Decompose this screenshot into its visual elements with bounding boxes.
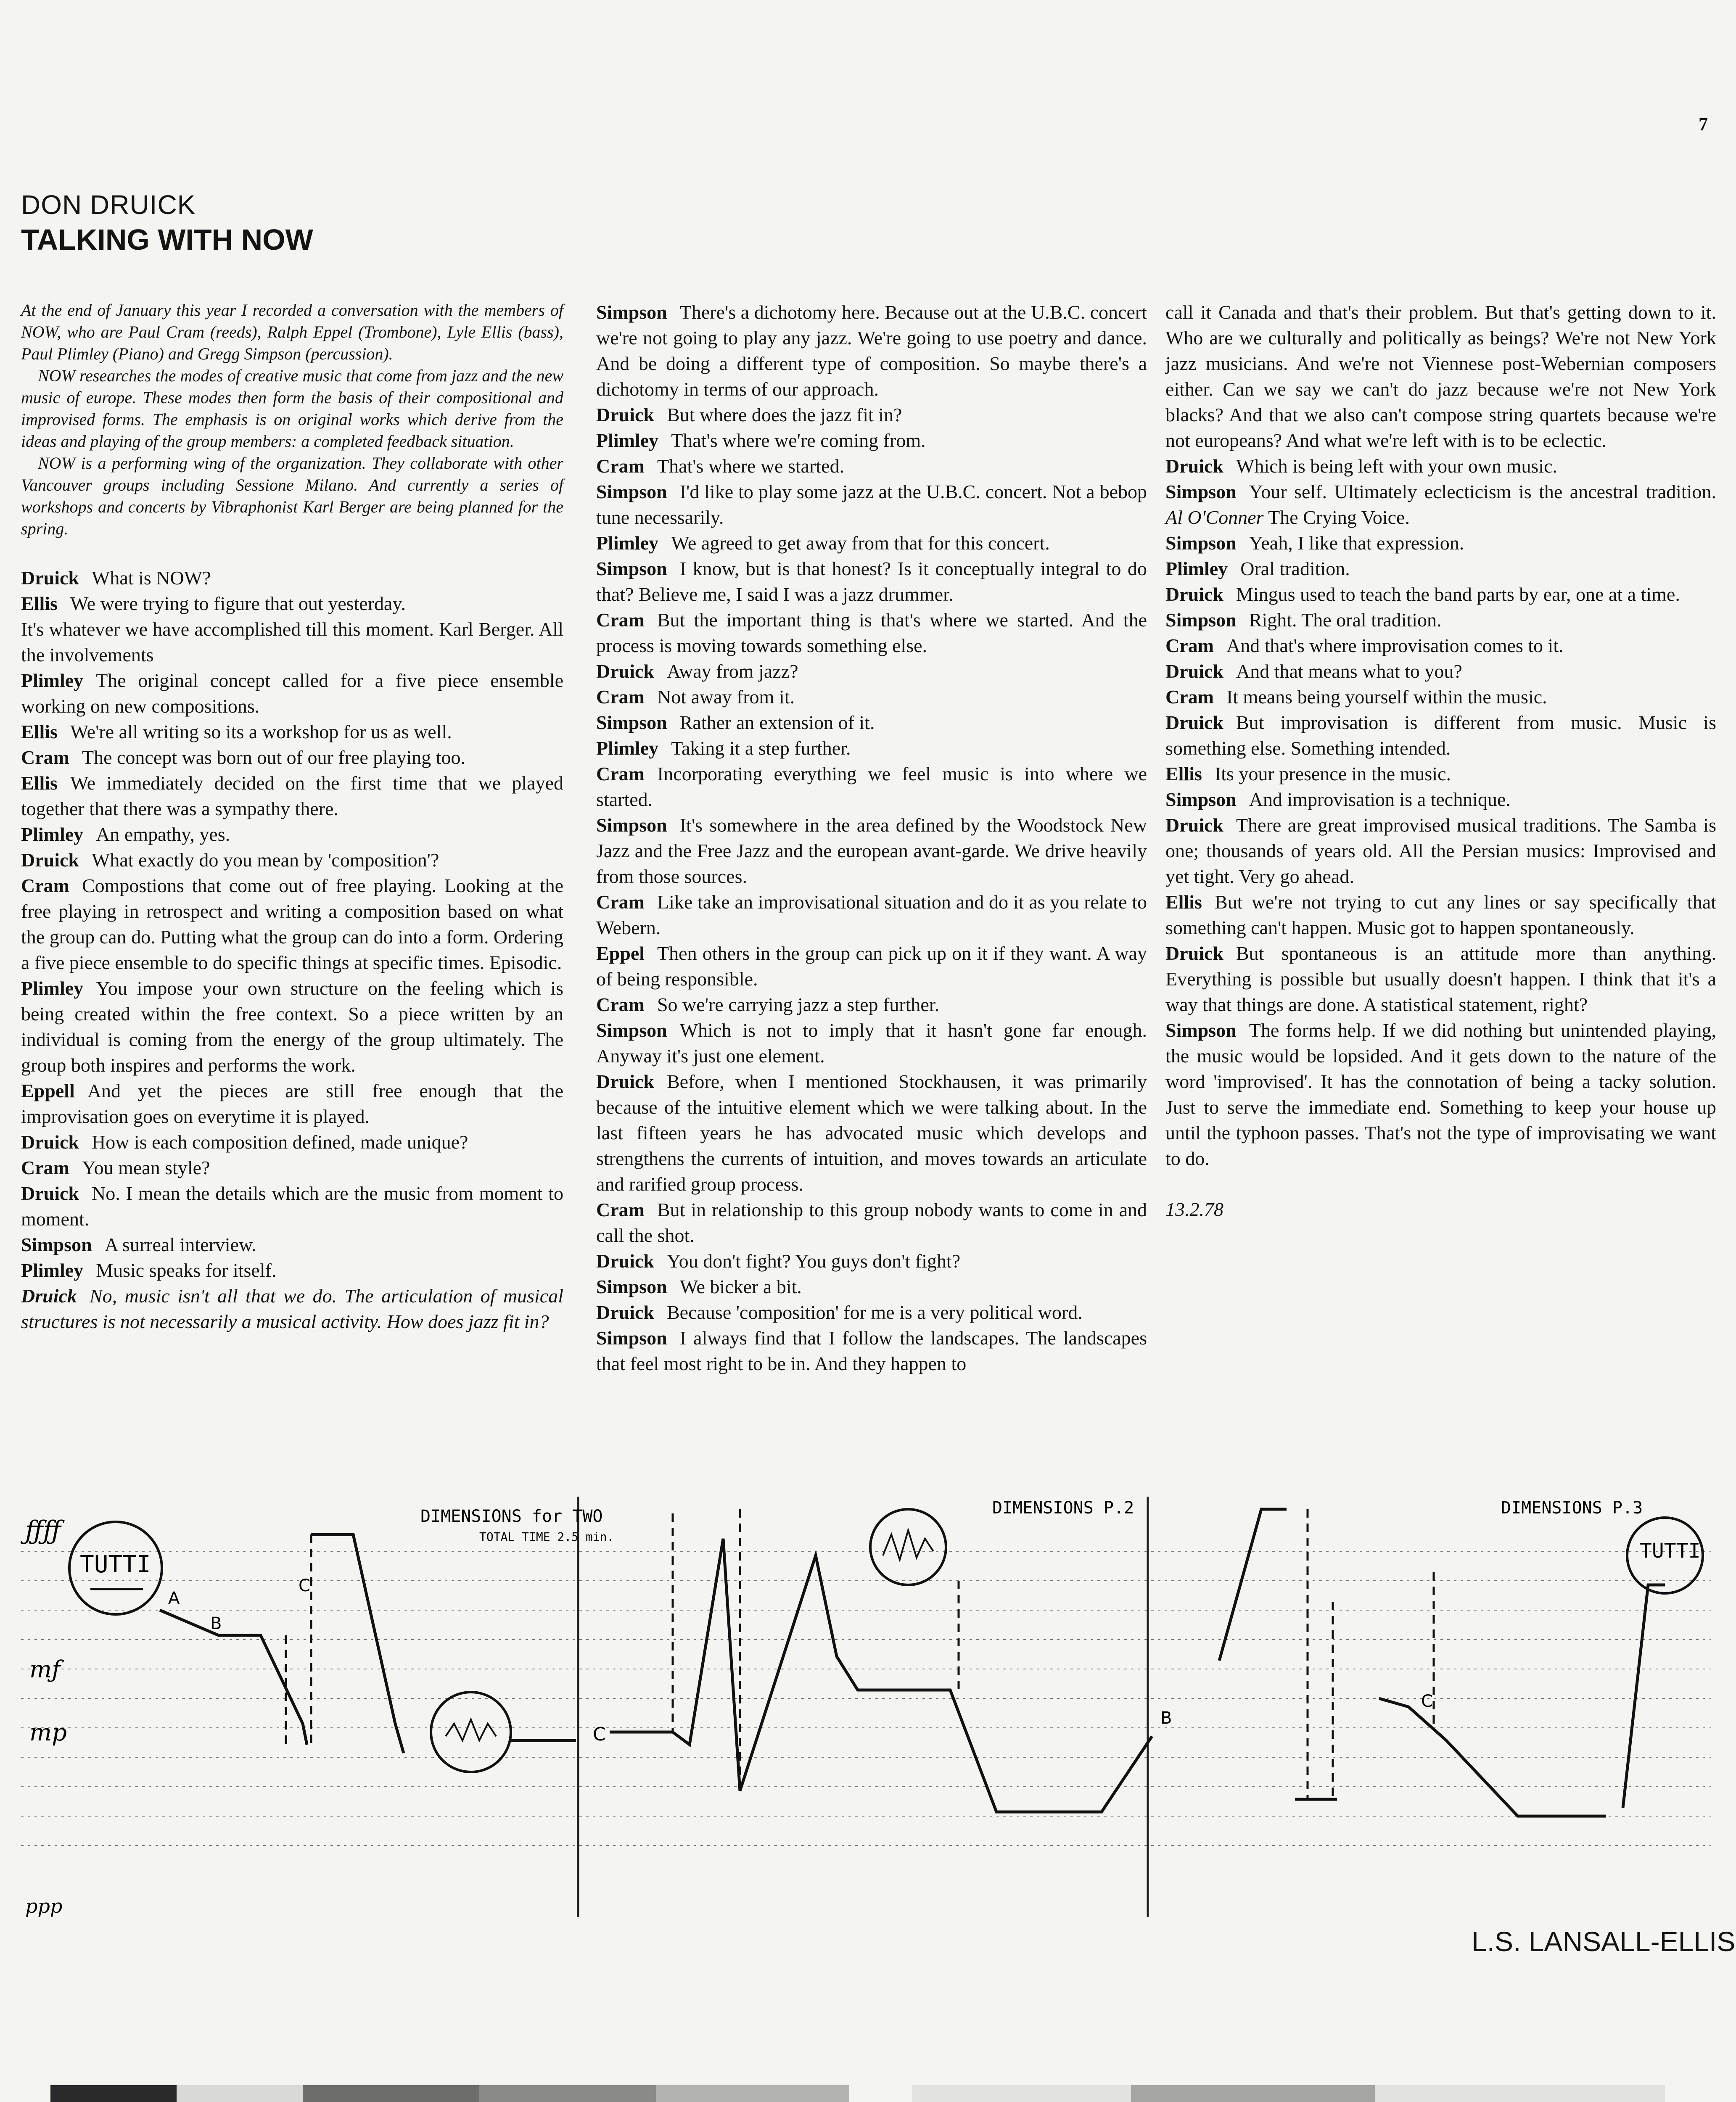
speech-text: You impose your own structure on the feeling which is being created within the free context. So a piece written by an individual is coming from the energy of the group ultimately. The group both inspires and performs the work.	[21, 977, 563, 1076]
dialogue-turn	[1165, 889, 1716, 940]
speaker-name: Cram	[596, 891, 645, 913]
speech-text: What exactly do you mean by 'composition'?	[92, 849, 439, 871]
speaker-name: Druick	[21, 1285, 77, 1307]
speaker-name: Ellis	[1165, 763, 1202, 784]
article-title: TALKING WITH NOW	[21, 223, 313, 256]
dialogue-turn	[596, 556, 1147, 607]
speaker-name: Cram	[596, 1199, 645, 1220]
speech-text: And improvisation is a technique.	[1249, 789, 1511, 810]
dialogue-turn	[596, 761, 1147, 812]
speaker-name: Druick	[596, 1250, 654, 1272]
dialogue-turn	[596, 940, 1147, 992]
dialogue-turn	[21, 873, 563, 975]
speaker-name: Druick	[1165, 455, 1223, 477]
page-number: 7	[1699, 114, 1708, 135]
dialogue-turn	[1165, 684, 1716, 710]
dialogue-turn	[596, 710, 1147, 735]
label-a: A	[168, 1589, 180, 1608]
speech-text: We were trying to figure that out yesterday.	[70, 593, 406, 614]
tutti-label: TUTTI	[80, 1551, 151, 1578]
speaker-name: Plimley	[1165, 558, 1228, 579]
dialogue-turn	[1165, 479, 1716, 530]
dialogue-turn	[21, 770, 563, 821]
dialogue-turn	[21, 1129, 563, 1155]
speech-text: You mean style?	[82, 1157, 210, 1178]
speaker-name: Simpson	[596, 1019, 667, 1041]
speech-text: Like take an improvisational situation and do it as you relate to Webern.	[596, 891, 1147, 938]
speech-text: I know, but is that honest? Is it conceptually integral to do that? Believe me, I said I was a jazz drummer.	[596, 558, 1147, 605]
speech-text: But spontaneous is an attitude more than anything. Everything is possible but usually doesn't happen. I think that it's a way that things are done. A statistical statement, right?	[1165, 943, 1716, 1015]
dialogue-turn	[596, 453, 1147, 479]
intro-paragraph: At the end of January this year I recorded a conversation with the members of NOW, who are Paul Cram (reeds), Ralph Eppel (Trombone), Lyle Ellis (bass), Paul Plimley (Piano) and Gregg Simpson (percussion).	[21, 301, 563, 363]
label-c: C	[593, 1724, 606, 1745]
score-panel-1-subtitle: TOTAL TIME 2.5 min.	[479, 1530, 614, 1544]
dialogue-turn	[596, 889, 1147, 940]
speech-text: There's a dichotomy here. Because out at the U.B.C. concert we're not going to play any jazz. We're going to use poetry and dance. And be doing a different type of composition. So maybe there's a dichotomy in terms of our approach.	[596, 301, 1147, 400]
speaker-name: Simpson	[596, 712, 667, 733]
speaker-name: Cram	[21, 875, 69, 896]
dialogue-turn	[1165, 940, 1716, 1017]
speaker-name: Cram	[1165, 686, 1214, 708]
speaker-name: Druick	[21, 567, 79, 589]
dialogue-turn	[21, 1180, 563, 1232]
speaker-name: Simpson	[1165, 532, 1237, 554]
speech-text: You don't fight? You guys don't fight?	[667, 1250, 961, 1272]
speech-text: And that's where improvisation comes to it.	[1226, 635, 1564, 656]
speaker-name: Druick	[596, 660, 654, 682]
dialogue-turn	[1165, 1017, 1716, 1171]
speaker-name: Plimley	[596, 532, 659, 554]
aside-title: The Crying Voice.	[1268, 507, 1410, 528]
interview-date: 13.2.78	[1165, 1199, 1223, 1220]
speech-text: Incorporating everything we feel music is into where we started.	[596, 763, 1147, 810]
speaker-name: Plimley	[596, 737, 659, 759]
speaker-name: Simpson	[596, 814, 667, 836]
speech-text: No. I mean the details which are the music from moment to moment.	[21, 1183, 563, 1230]
dialogue-turn	[1165, 453, 1716, 479]
speaker-name: Plimley	[21, 824, 84, 845]
dialogue-turn	[596, 1248, 1147, 1274]
score-gesture-line	[610, 1539, 1152, 1812]
score-panel-1-title: DIMENSIONS for TWO	[420, 1507, 603, 1526]
dialogue-turn	[1165, 761, 1716, 787]
staff-lines	[21, 1551, 1711, 1846]
speech-text: Because 'composition' for me is a very political word.	[667, 1302, 1083, 1323]
speech-text: How is each composition defined, made unique?	[92, 1131, 468, 1153]
dialogue-turn	[596, 684, 1147, 710]
speech-text: But in relationship to this group nobody wants to come in and call the shot.	[596, 1199, 1147, 1246]
dialogue-turn	[21, 745, 563, 770]
street-photo	[50, 2085, 849, 2102]
column-1	[21, 299, 563, 1334]
dialogue-turn	[596, 299, 1147, 402]
speech-text: I'd like to play some jazz at the U.B.C. concert. Not a bebop tune necessarily.	[596, 481, 1147, 528]
speaker-name: Ellis	[21, 593, 58, 614]
aside-reference: Al O'Conner	[1165, 507, 1264, 528]
intro-text	[21, 299, 563, 540]
speaker-name: Druick	[596, 1071, 654, 1092]
speaker-name: Ellis	[21, 721, 58, 742]
dialogue-turn	[1165, 710, 1716, 761]
dialogue-continuation: call it Canada and that's their problem. But that's getting down to it. Who are we culturally and politically as beings? We're not New York jazz musicians. And we're not Viennese post-Webernian composers either. Can we say we can't do jazz because we're not New York blacks? And that we also can't compose string quartets because we're not europeans? And what we're left with is to be eclectic.	[1165, 301, 1716, 451]
tutti-label: TUTTI	[1640, 1539, 1701, 1563]
dynamic-ppp-label: ppp	[25, 1895, 63, 1917]
speaker-name: Simpson	[596, 301, 667, 323]
author-byline: DON DRUICK	[21, 190, 196, 220]
speaker-name: Druick	[596, 404, 654, 425]
speaker-name: Cram	[596, 763, 645, 784]
speaker-name: Plimley	[21, 1260, 84, 1281]
speech-text: Yeah, I like that expression.	[1249, 532, 1464, 554]
speaker-name: Plimley	[21, 670, 84, 691]
speech-text: No, music isn't all that we do. The articulation of musical structures is not necessarily a musical activity. How does jazz fit in?	[21, 1285, 563, 1332]
dialogue-turn	[21, 668, 563, 719]
dialogue-turn	[21, 719, 563, 745]
speech-text: There are great improvised musical traditions. The Samba is one; thousands of years old. All the Persian musics: Improvised and yet tight. Very go ahead.	[1165, 814, 1716, 887]
speaker-name: Druick	[596, 1302, 654, 1323]
speaker-name: Cram	[596, 994, 645, 1015]
speech-text: It's whatever we have accomplished till this moment. Karl Berger. All the involvements	[21, 618, 563, 665]
column-2	[596, 299, 1147, 1376]
speaker-name: Druick	[21, 1131, 79, 1153]
dialogue-turn	[1165, 787, 1716, 812]
speech-text: The original concept called for a five piece ensemble working on new compositions.	[21, 670, 563, 717]
speech-text: And yet the pieces are still free enough that the improvisation goes on everytime it is played.	[21, 1080, 563, 1127]
speech-text: It's somewhere in the area defined by the Woodstock New Jazz and the Free Jazz and the european avant-garde. We drive heavily from those sources.	[596, 814, 1147, 887]
dialogue-turn	[596, 658, 1147, 684]
dialogue-turn	[1165, 607, 1716, 633]
dialogue-turn	[596, 735, 1147, 761]
dialogue-turn	[596, 992, 1147, 1017]
dialogue-turn	[21, 591, 563, 616]
speech-text: But we're not trying to cut any lines or say specifically that something can't happen. Music got to happen spontaneously.	[1165, 891, 1716, 938]
score-panel-2-title: DIMENSIONS P.2	[992, 1498, 1134, 1518]
speech-text: Compostions that come out of free playing. Looking at the free playing in retrospect and writing a composition based on what the group can do. Putting what the group can do into a form. Ordering a five piece ensemble to do specific things at specific times. Episodic.	[21, 875, 563, 973]
dialogue-turn	[21, 1232, 563, 1257]
score-panel-3-title: DIMENSIONS P.3	[1501, 1498, 1643, 1518]
dialogue-turn	[21, 847, 563, 873]
column-3	[1165, 299, 1716, 1222]
dialogue-turn	[21, 1155, 563, 1180]
speaker-name: Eppell	[21, 1080, 75, 1101]
dialogue-turn	[1165, 556, 1716, 581]
speaker-name: Cram	[596, 609, 645, 631]
speaker-name: Simpson	[21, 1234, 92, 1255]
speech-text: An empathy, yes.	[96, 824, 230, 845]
speech-text: Not away from it.	[657, 686, 795, 708]
speech-text: Taking it a step further.	[671, 737, 851, 759]
speaker-name: Cram	[1165, 635, 1214, 656]
label-c: C	[299, 1576, 310, 1595]
dialogue-turn	[21, 975, 563, 1078]
intro-paragraph: NOW is a performing wing of the organization. They collaborate with other Vancouver groups including Sessione Milano. And currently a series of workshops and concerts by Vibraphonist Karl Berger are being planned for the spring.	[21, 454, 563, 538]
dynamic-mp-label: mp	[29, 1719, 67, 1746]
dialogue-turn	[1165, 633, 1716, 658]
speaker-name: Simpson	[596, 558, 667, 579]
speech-text: Which is being left with your own music.	[1236, 455, 1557, 477]
street-photo	[912, 2085, 1665, 2102]
dynamic-fff-label: ƒƒƒƒ	[25, 1516, 61, 1545]
speaker-name: Ellis	[1165, 891, 1202, 913]
speaker-name: Cram	[21, 1157, 69, 1178]
speaker-name: Simpson	[596, 1276, 667, 1297]
speech-text: The forms help. If we did nothing but unintended playing, the music would be lopsided. And it gets down to the nature of the word 'improvised'. It has the connotation of being a tacky solution. Just to serve the immediate end. Something to keep your house up until the typhoon passes. That's not the type of improvisating we want to do.	[1165, 1019, 1716, 1169]
speech-text: We're all writing so its a workshop for us as well.	[70, 721, 452, 742]
speech-text: It means being yourself within the music.	[1226, 686, 1547, 708]
speaker-name: Simpson	[1165, 1019, 1237, 1041]
article-header	[21, 189, 313, 256]
dialogue-turn	[21, 821, 563, 847]
dialogue-turn	[21, 1078, 563, 1129]
label-b: B	[210, 1614, 222, 1633]
speaker-name: Druick	[1165, 943, 1223, 964]
speaker-name: Cram	[596, 686, 645, 708]
dialogue-turn	[596, 1325, 1147, 1376]
dialogue-turn	[596, 1017, 1147, 1069]
dialogue-turn	[596, 479, 1147, 530]
speech-text: Oral tradition.	[1240, 558, 1350, 579]
speech-text: We bicker a bit.	[679, 1276, 802, 1297]
speaker-name: Druick	[1165, 814, 1223, 836]
dialogue-turn	[596, 530, 1147, 556]
score-gesture-line	[1219, 1509, 1287, 1661]
dialogue-turn	[596, 1299, 1147, 1325]
speech-text: That's where we're coming from.	[671, 430, 926, 451]
dialogue-turn	[596, 607, 1147, 658]
speech-text: Rather an extension of it.	[679, 712, 875, 733]
dialogue-turn	[596, 1274, 1147, 1299]
speaker-name: Simpson	[596, 481, 667, 502]
speech-text: What is NOW?	[92, 567, 211, 589]
speech-text: Which is not to imply that it hasn't gone far enough. Anyway it's just one element.	[596, 1019, 1147, 1067]
dialogue-turn	[596, 428, 1147, 453]
speaker-name: Cram	[21, 747, 69, 768]
dialogue-turn	[596, 402, 1147, 428]
dialogue-turn	[596, 1197, 1147, 1248]
dialogue-turn	[1165, 812, 1716, 889]
speech-text: Then others in the group can pick up on it if they want. A way of being responsible.	[596, 943, 1147, 990]
speech-text: A surreal interview.	[104, 1234, 256, 1255]
speech-text: The concept was born out of our free playing too.	[82, 747, 466, 768]
dialogue-turn	[596, 1069, 1147, 1197]
speech-text: Music speaks for itself.	[96, 1260, 277, 1281]
speech-text: Right. The oral tradition.	[1249, 609, 1442, 631]
speech-text: So we're carrying jazz a step further.	[657, 994, 940, 1015]
dialogue-list	[21, 565, 563, 1334]
speaker-name: Druick	[21, 849, 79, 871]
speech-text: Before, when I mentioned Stockhausen, it was primarily because of the intuitive element which we were talking about. In the last fifteen years he has advocated music which develops and strengthens the currents of intuition, and moves towards an articulate and rarified group process.	[596, 1071, 1147, 1195]
dialogue-list	[596, 299, 1147, 1376]
speech-text: We immediately decided on the first time that we played together that there was a sympathy there.	[21, 772, 563, 819]
label-c: C	[1421, 1692, 1433, 1711]
dialogue-turn	[1165, 530, 1716, 556]
speaker-name: Eppel	[596, 943, 645, 964]
dialogue-turn	[1165, 658, 1716, 684]
label-b: B	[1160, 1709, 1172, 1728]
speech-text: But improvisation is different from music. Music is something else. Something intended.	[1165, 712, 1716, 759]
speech-text: Your self. Ultimately eclecticism is the ancestral tradition.	[1249, 481, 1716, 502]
speech-text: Away from jazz?	[667, 660, 798, 682]
dialogue-turn	[1165, 581, 1716, 607]
speaker-name: Simpson	[1165, 789, 1237, 810]
speech-text: We agreed to get away from that for this concert.	[671, 532, 1050, 554]
score-credit: L.S. LANSALL-ELLIS	[1472, 1926, 1736, 1957]
speaker-name: Simpson	[596, 1327, 667, 1349]
speech-text: Its your presence in the music.	[1214, 763, 1451, 784]
intro-paragraph: NOW researches the modes of creative music that come from jazz and the new music of europe. These modes then form the basis of their compositional and improvised forms. The emphasis is on original works which derive from the ideas and playing of the group members: a completed feedback situation.	[21, 366, 563, 451]
graphic-score	[17, 1488, 1715, 1925]
speaker-name: Cram	[596, 455, 645, 477]
speaker-name: Druick	[1165, 660, 1223, 682]
speaker-name: Druick	[1165, 584, 1223, 605]
dialogue-list	[1165, 453, 1716, 1171]
speech-text: But the important thing is that's where we started. And the process is moving towards something else.	[596, 609, 1147, 656]
speaker-name: Druick	[1165, 712, 1223, 733]
dialogue-turn	[21, 565, 563, 591]
speech-text: And that means what to you?	[1236, 660, 1462, 682]
speech-text: That's where we started.	[657, 455, 845, 477]
dialogue-turn	[21, 616, 563, 668]
dialogue-turn	[21, 1283, 563, 1334]
speech-text: Mingus used to teach the band parts by ear, one at a time.	[1236, 584, 1680, 605]
speaker-name: Druick	[21, 1183, 79, 1204]
dynamic-mf-label: mƒ	[29, 1656, 61, 1683]
speech-text: I always find that I follow the landscapes. The landscapes that feel most right to be in. And they happen to	[596, 1327, 1147, 1374]
speaker-name: Ellis	[21, 772, 58, 794]
speaker-name: Simpson	[1165, 609, 1237, 631]
dialogue-turn	[596, 812, 1147, 889]
speech-text: But where does the jazz fit in?	[667, 404, 902, 425]
dialogue-turn	[21, 1257, 563, 1283]
speaker-name: Simpson	[1165, 481, 1237, 502]
speaker-name: Plimley	[21, 977, 84, 999]
speaker-name: Plimley	[596, 430, 659, 451]
